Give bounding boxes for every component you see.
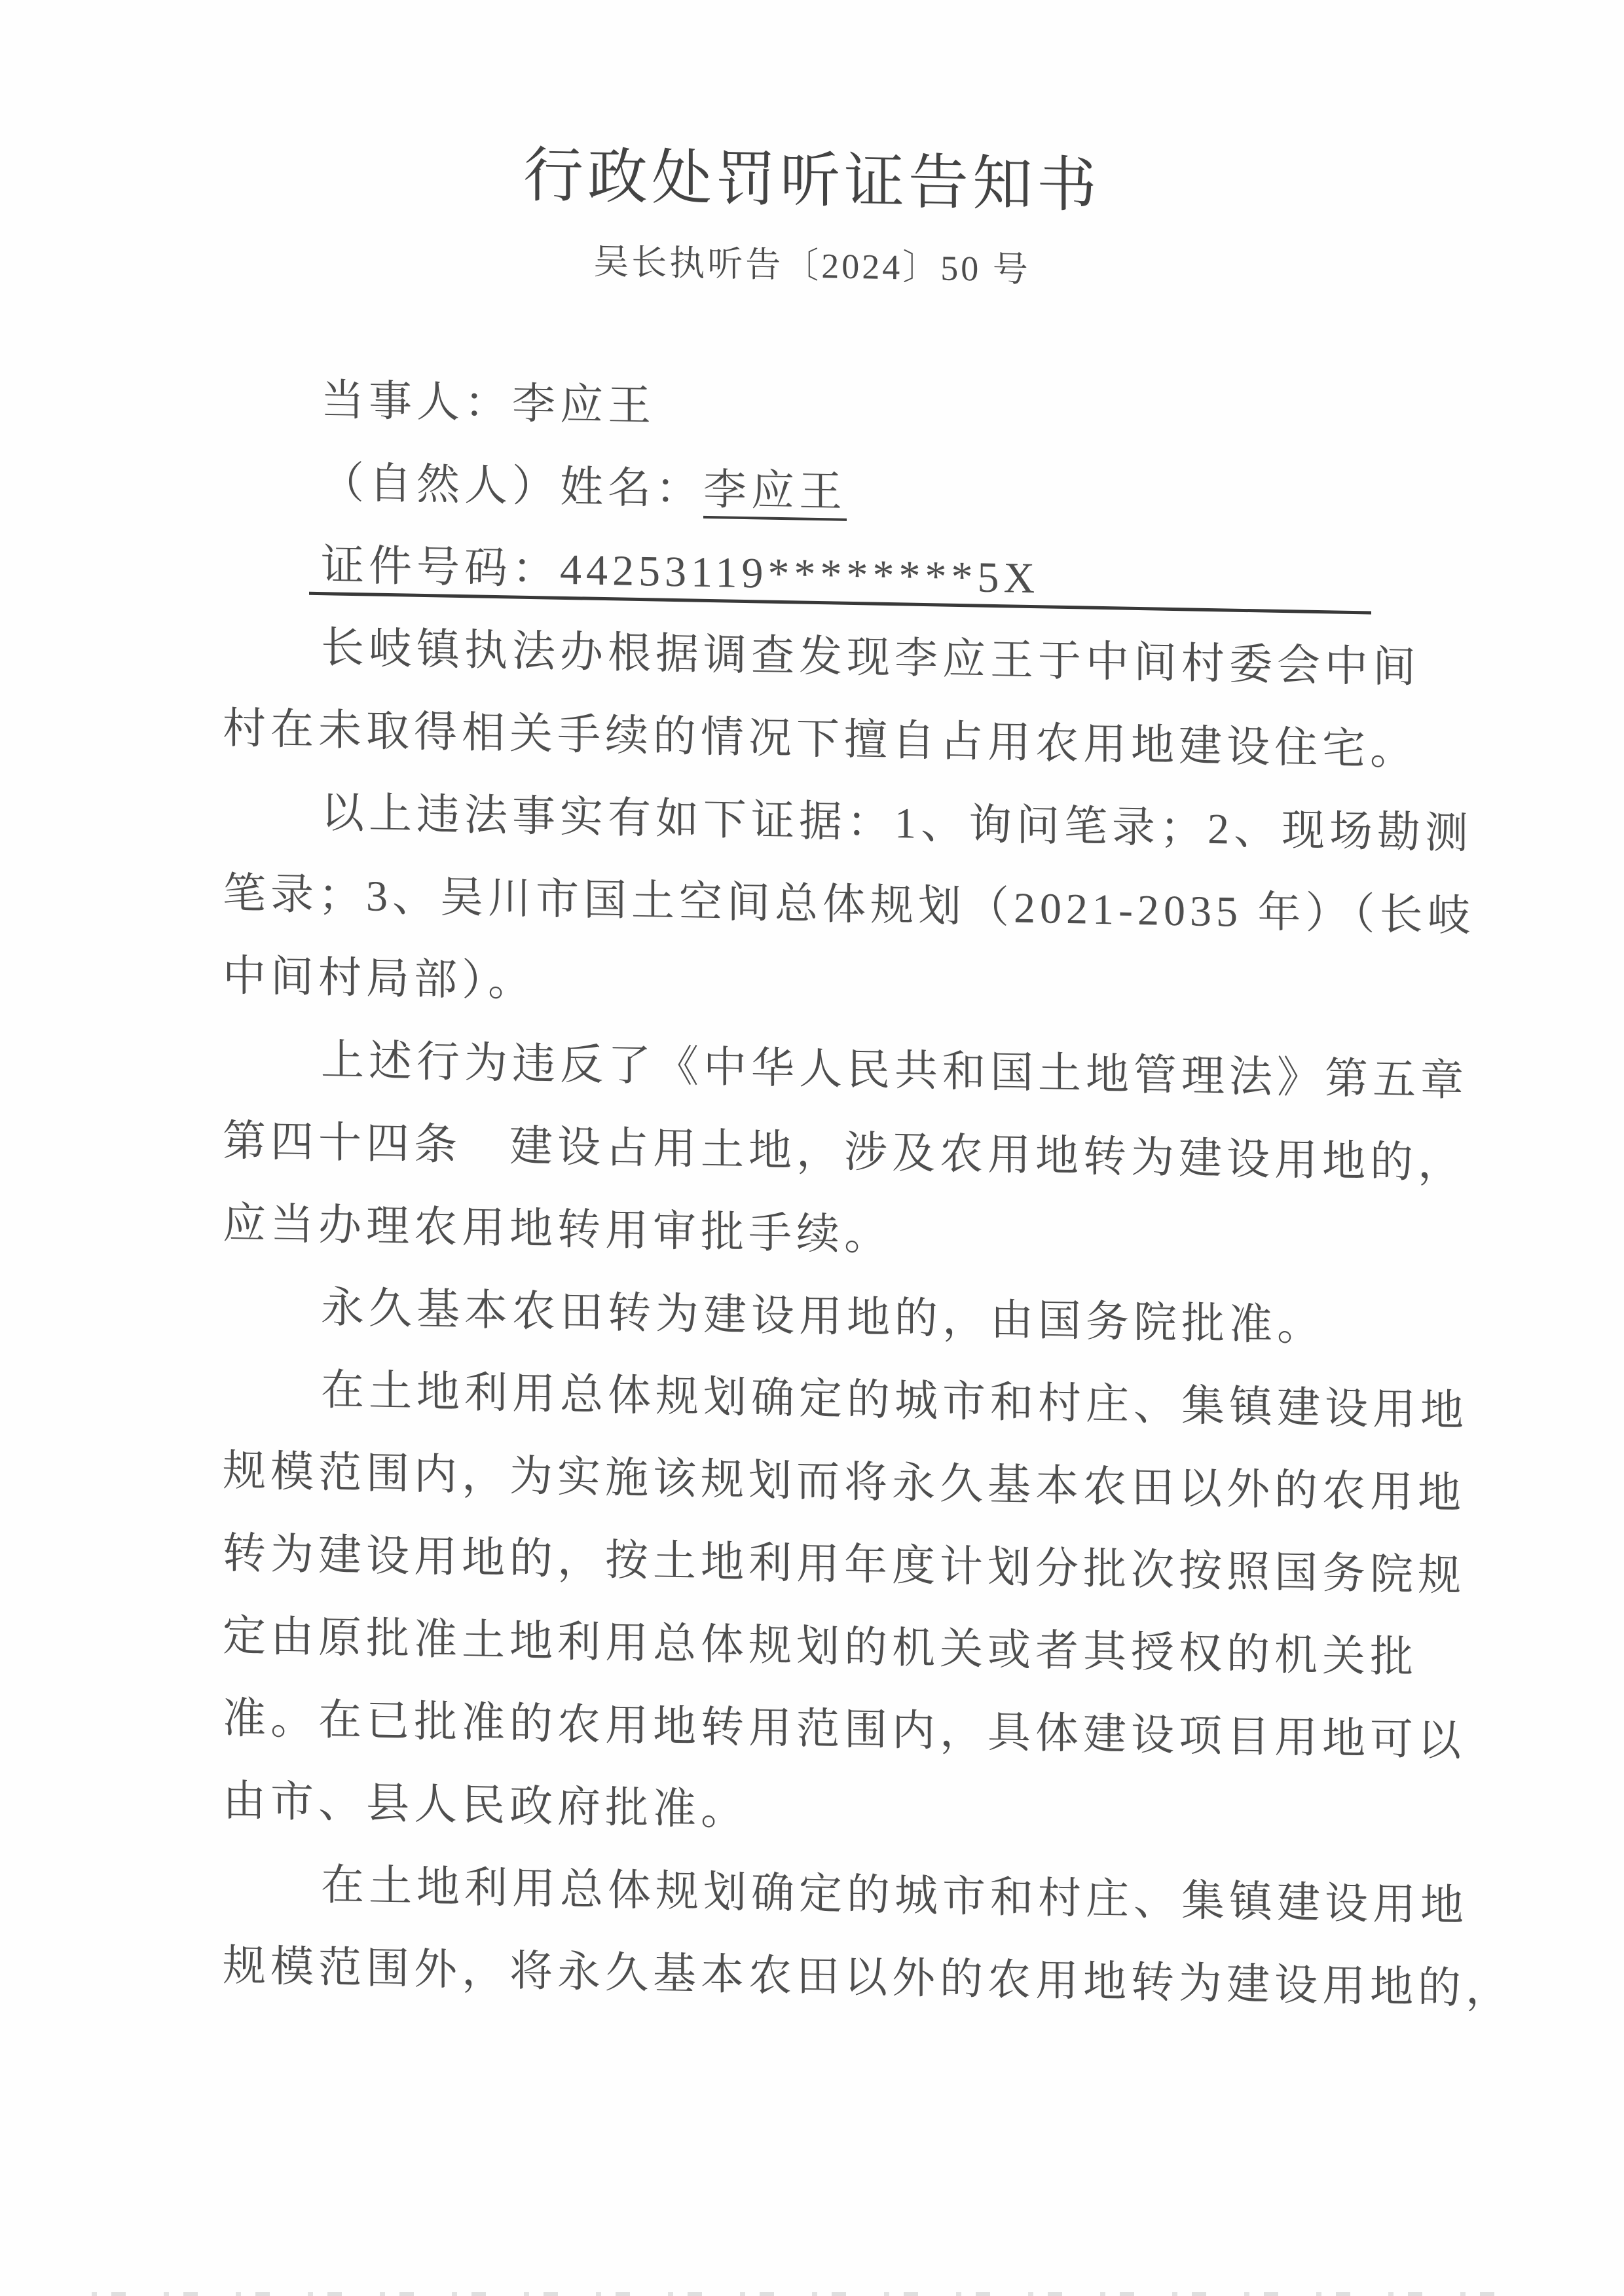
document-title: 行政处罚听证告知书	[523, 141, 1101, 219]
body-text-line: 笔录；3、吴川市国土空间总体规划（2021-2035 年）（长岐	[223, 869, 1475, 941]
body-text-line: 以上违法事实有如下证据：1、询问笔录；2、现场勘测	[321, 789, 1473, 858]
body-text-line: 应当办理农用地转用审批手续。	[223, 1199, 892, 1260]
body-text-line: 在土地利用总体规划确定的城市和村庄、集镇建设用地	[321, 1366, 1468, 1436]
body-text-line: 上述行为违反了《中华人民共和国土地管理法》第五章	[321, 1036, 1468, 1106]
body-text-line: 规模范围外，将永久基本农田以外的农用地转为建设用地的，	[223, 1942, 1513, 2014]
body-text-line: 由市、县人民政府批准。	[223, 1777, 748, 1835]
name-value: 李应王	[703, 466, 847, 521]
body-text-line: 定由原批准土地利用总体规划的机关或者其授权的机关批	[223, 1612, 1418, 1682]
id-number-text: 证件号码：44253119********5X	[321, 541, 1040, 603]
document-body	[223, 357, 1513, 2029]
body-text-line: 转为建设用地的，按土地利用年度计划分批次按照国务院规	[223, 1529, 1466, 1601]
body-text-line: 规模范围内，为实施该规划而将永久基本农田以外的农用地	[223, 1447, 1466, 1518]
party-line: 当事人：李应王	[321, 376, 655, 431]
body-text-line: 永久基本农田转为建设用地的，由国务院批准。	[321, 1284, 1325, 1351]
document-number: 吴长执听告〔2024〕50 号	[593, 242, 1031, 289]
body-text-line: 中间村局部）。	[223, 952, 536, 1006]
page-bottom-cutoff-line	[92, 2292, 1526, 2296]
body-text-line: 第四十四条 建设占用土地，涉及农用地转为建设用地的，	[223, 1117, 1466, 1188]
name-label: （自然人）姓名：	[321, 459, 703, 514]
body-text-line: 村在未取得相关手续的情况下擅自占用农用地建设住宅。	[223, 704, 1418, 774]
body-text-line: 准。在已批准的农用地转用范围内，具体建设项目用地可以	[223, 1694, 1466, 1766]
body-text-line: 在土地利用总体规划确定的城市和村庄、集镇建设用地	[321, 1861, 1468, 1931]
body-text-line: 长岐镇执法办根据调查发现李应王于中间村委会中间	[321, 624, 1420, 692]
